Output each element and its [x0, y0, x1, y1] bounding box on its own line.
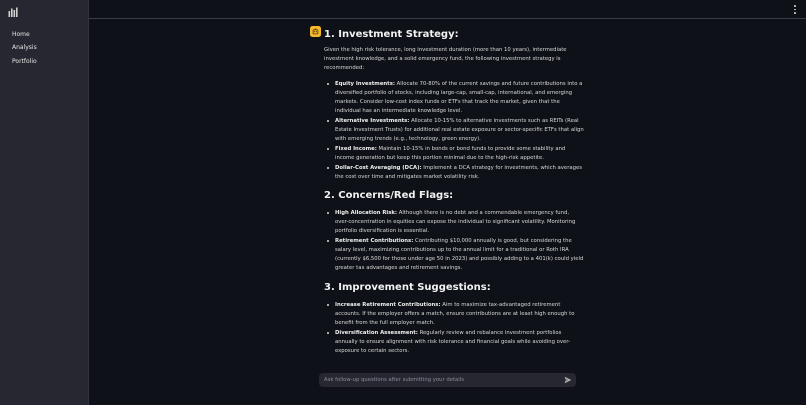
sidebar-item-analysis[interactable]: Analysis — [12, 44, 37, 52]
section-heading-improvements: 3. Improvement Suggestions: — [324, 282, 491, 293]
main-content — [89, 20, 806, 405]
chat-input[interactable] — [319, 373, 554, 387]
list-item: Increase Retirement Contributions: Aim to maximize tax-advantaged retirement accounts. If the employer offers a match, ensure contributions are at least high enough to benefit from the full employer match. — [324, 301, 584, 328]
chat-input-container — [319, 373, 576, 387]
assistant-message — [324, 26, 584, 356]
list-item: Equity Investments: Allocate 70-80% of the current savings and future contributions into a diversified portfolio of stocks, including large-cap, small-cap, international, and emerging markets. Consider low-cost index funds or ETFs that track the market, given that the individual has an intermediate knowledge level. — [324, 80, 584, 116]
app-logo-icon[interactable] — [8, 7, 18, 17]
send-icon[interactable] — [564, 376, 572, 384]
list-item: Retirement Contributions: Contributing $10,000 annually is good, but considering the salary level, maximizing contributions up to the annual limit for a traditional or Roth IRA (currently $6,500 for those under age 50 in 2023) and possibly adding to a 401(k) could yield greater tax advantages and retirement savings. — [324, 237, 584, 273]
kebab-menu-icon[interactable] — [793, 5, 797, 14]
list-item: Diversification Assessment: Regularly review and rebalance investment portfolios annually to ensure alignment with risk tolerance and financial goals while avoiding over-exposure to certain sectors. — [324, 329, 584, 356]
section-heading-strategy: 1. Investment Strategy: — [324, 29, 459, 40]
assistant-avatar-icon — [310, 26, 321, 37]
section-heading-concerns: 2. Concerns/Red Flags: — [324, 190, 454, 201]
list-item: High Allocation Risk: Although there is no debt and a commendable emergency fund, over-concentration in equities can expose the individual to significant volatility. Monitoring portfolio diversification is essential. — [324, 209, 584, 236]
list-item: Fixed Income: Maintain 10-15% in bonds or bond funds to provide some stability and income generation but keep this portion minimal due to the high-risk appetite. — [324, 145, 584, 163]
sidebar-item-portfolio[interactable]: Portfolio — [12, 57, 37, 65]
sidebar-item-home[interactable]: Home — [12, 31, 30, 38]
sidebar-nav — [0, 28, 89, 68]
bullet-list-concerns — [324, 209, 584, 273]
bullet-list-strategy — [324, 80, 584, 182]
list-item: Alternative Investments: Allocate 10-15% to alternative investments such as REITs (Real Estate Investment Trusts) for additional real estate exposure or sector-specific ETFs that align with emerging trends (e.g., technology, green energy). — [324, 117, 584, 144]
list-item: Dollar-Cost Averaging (DCA): Implement a DCA strategy for investments, which averages the cost over time and mitigates market volatility risk. — [324, 164, 584, 182]
bullet-list-improvements — [324, 301, 584, 356]
section-intro-strategy: Given the high risk tolerance, long investment duration (more than 10 years), intermediate investment knowledge, and a solid emergency fund, the following investment strategy is recommended: — [324, 47, 567, 71]
top-header — [89, 0, 806, 19]
sidebar — [0, 0, 89, 405]
